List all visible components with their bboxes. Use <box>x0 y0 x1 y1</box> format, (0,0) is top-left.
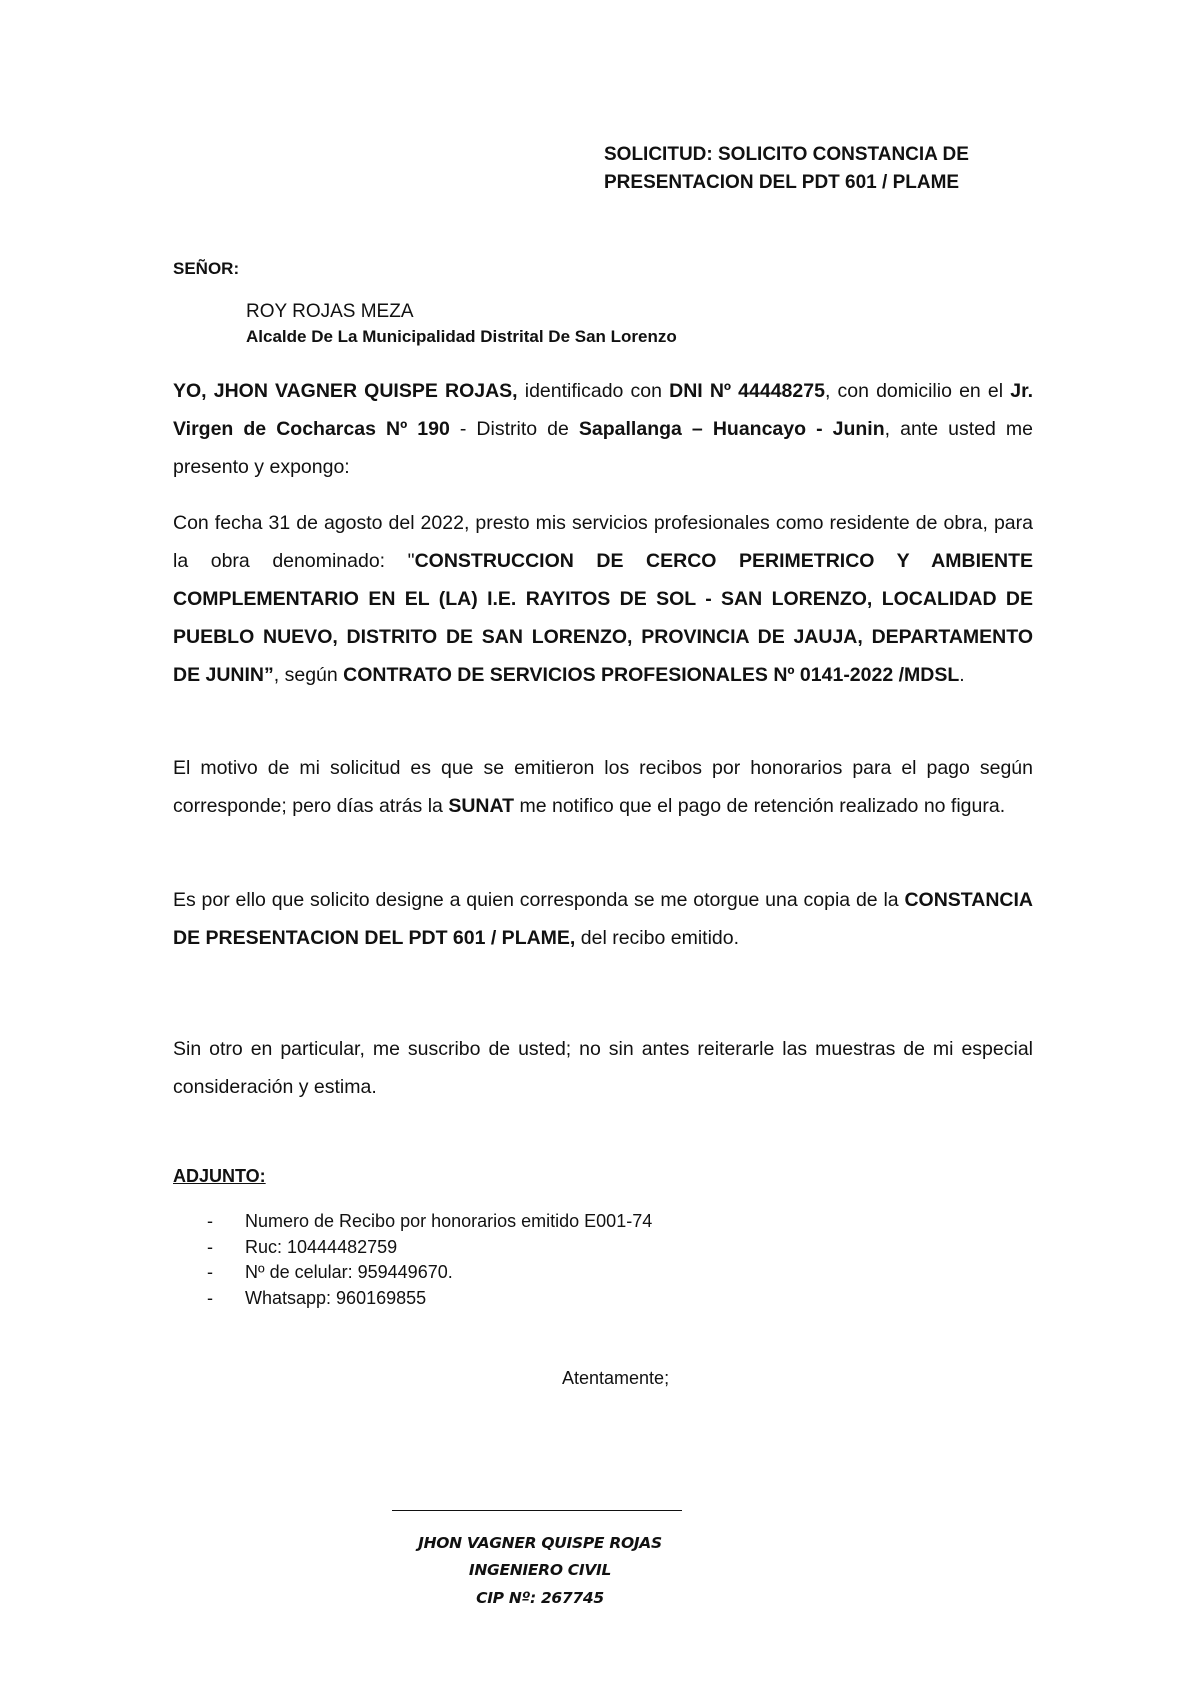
list-item: - Whatsapp: 960169855 <box>173 1286 652 1312</box>
project-name: CONSTRUCCION DE CERCO PERIMETRICO Y AMBIENTE COMPLEMENTARIO EN EL (LA) I.E. RAYITOS DE SOL - SAN LORENZO, LOCALIDAD DE PUEBLO NUEVO, DISTRITO DE SAN LORENZO, PROVINCIA DE JAUJA, DEPARTAMENTO DE JUNIN” <box>173 550 1033 686</box>
district: Sapallanga – Huancayo - Junin <box>578 418 885 440</box>
list-item: - Nº de celular: 959449670. <box>173 1260 652 1286</box>
salutation: SEÑOR: <box>173 259 240 278</box>
contract-reference: CONTRATO DE SERVICIOS PROFESIONALES Nº 0141-2022 /MDSL <box>343 664 960 686</box>
recipient-title: Alcalde De La Municipalidad Distrital De San Lorenzo <box>246 327 677 346</box>
paragraph-request: Es por ello que solicito designe a quien corresponda se me otorgue una copia de la CONSTANCIA DE PRESENTACION DEL PDT 601 / PLAME, del recibo emitido. <box>173 889 1033 949</box>
requested-document: CONSTANCIA DE PRESENTACION DEL PDT 601 / PLAME, <box>173 889 1033 949</box>
list-item: - Numero de Recibo por honorarios emitido E001-74 <box>173 1209 652 1235</box>
closing-phrase: Atentamente; <box>562 1368 670 1388</box>
recipient-name: ROY ROJAS MEZA <box>246 301 414 322</box>
subject-heading <box>604 141 969 197</box>
bullet-dash: - <box>207 1211 213 1231</box>
signer-name: JHON VAGNER QUISPE ROJAS <box>418 1534 662 1552</box>
address: Jr. Virgen de Cocharcas Nº 190 <box>173 380 1033 440</box>
attachments-heading: ADJUNTO: <box>173 1166 266 1186</box>
bullet-dash: - <box>207 1287 213 1308</box>
bullet-dash: - <box>207 1262 213 1282</box>
bullet-dash: - <box>207 1236 213 1257</box>
subject-line-2: PRESENTACION DEL PDT 601 / PLAME <box>604 172 960 193</box>
dni-number: DNI Nº 44448275 <box>669 380 825 402</box>
signature-line <box>392 1510 682 1511</box>
paragraph-closing: Sin otro en particular, me suscribo de usted; no sin antes reiterarle las muestras de mi especial consideración y estima. <box>173 1038 1033 1098</box>
list-item: - Ruc: 10444482759 <box>173 1235 652 1261</box>
subject-line-1: SOLICITUD: SOLICITO CONSTANCIA DE <box>604 144 969 165</box>
signer-cip: CIP Nº: 267745 <box>476 1589 604 1607</box>
paragraph-reason: El motivo de mi solicitud es que se emitieron los recibos por honorarios para el pago según corresponde; pero días atrás la SUNAT me notifico que el pago de retención realizado no figura. <box>173 757 1033 817</box>
paragraph-identification: YO, JHON VAGNER QUISPE ROJAS, identificado con DNI Nº 44448275, con domicilio en el Jr. Virgen de Cocharcas Nº 190 - Distrito de Sapallanga – Huancayo - Junin, ante usted me presento y expongo: <box>173 380 1033 478</box>
applicant-name: YO, JHON VAGNER QUISPE ROJAS, <box>173 380 518 402</box>
paragraph-services: Con fecha 31 de agosto del 2022, presto mis servicios profesionales como residente de obra, para la obra denominado: "CONSTRUCCION DE CERCO PERIMETRICO Y AMBIENTE COMPLEMENTARIO EN EL (LA) I.E. RAYITOS DE SOL - SAN LORENZO, LOCALIDAD DE PUEBLO NUEVO, DISTRITO DE SAN LORENZO, PROVINCIA DE JAUJA, DEPARTAMENTO DE JUNIN”, según CONTRATO DE SERVICIOS PROFESIONALES Nº 0141-2022 /MDSL. <box>173 512 1033 686</box>
attachments-list <box>173 1209 652 1311</box>
sunat-label: SUNAT <box>448 795 515 817</box>
signer-role: INGENIERO CIVIL <box>468 1561 612 1579</box>
